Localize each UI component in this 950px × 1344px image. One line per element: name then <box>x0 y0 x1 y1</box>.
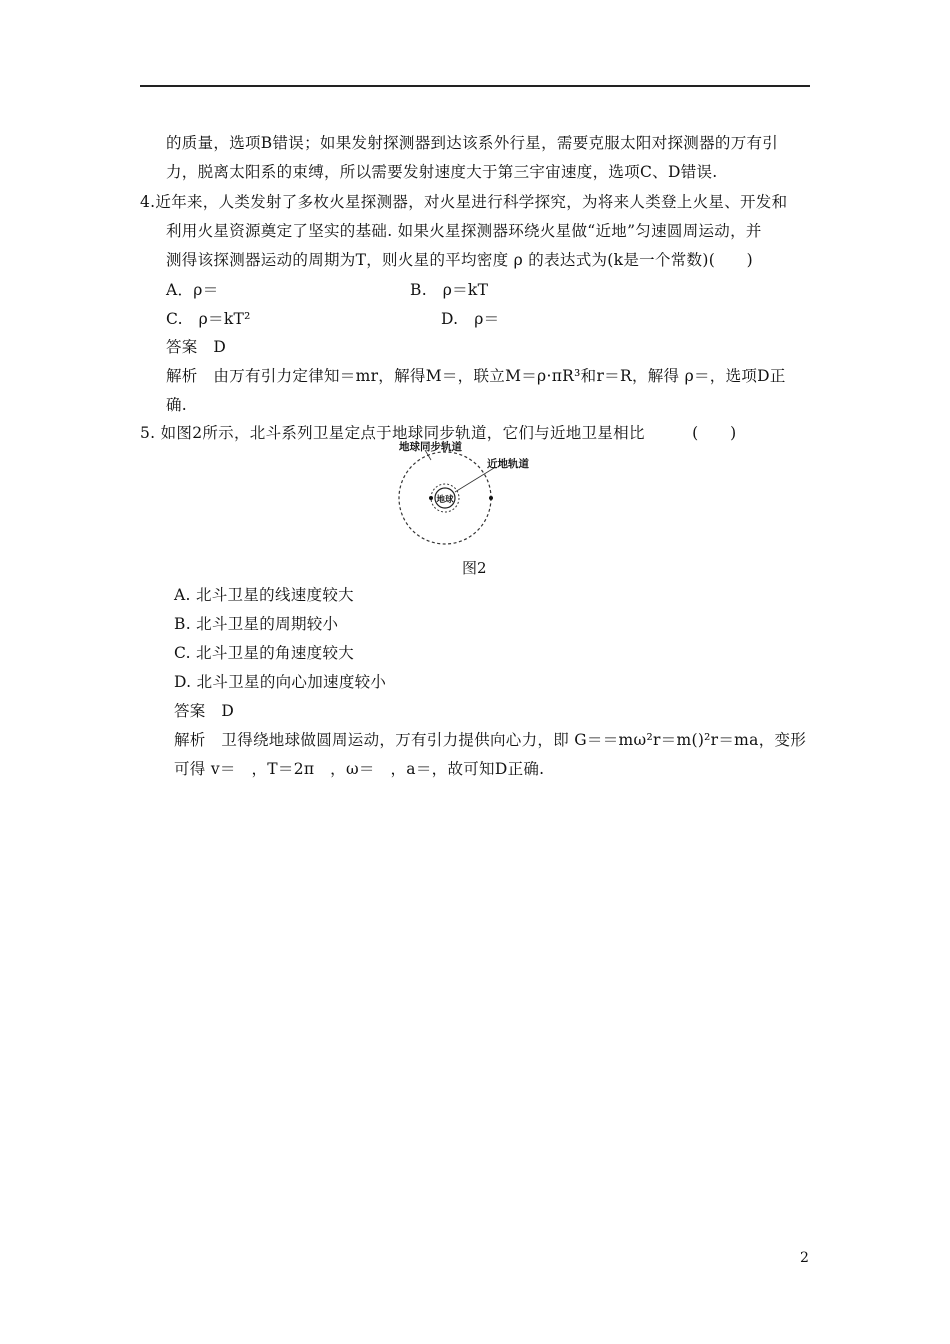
near-satellite-dot <box>429 496 433 500</box>
question-4-option-b: B. ρ＝kT <box>410 281 489 299</box>
question-4-explanation-2: 确. <box>166 396 188 414</box>
near-label-leader <box>455 468 494 492</box>
earth-label: 地球 <box>436 494 454 504</box>
question-5-stem: 5. 如图2所示，北斗系列卫星定点于地球同步轨道，它们与近地卫星相比 ( ) <box>140 424 737 442</box>
question-5-option-d: D. 北斗卫星的向心加速度较小 <box>174 673 387 691</box>
question-5-explanation-2: 可得 v＝ ，T＝2π ，ω＝ ，a＝，故可知D正确. <box>174 760 545 778</box>
header-rule <box>140 85 810 87</box>
page-number: 2 <box>800 1250 809 1266</box>
question-4-answer: 答案 D <box>166 338 227 356</box>
question-5-option-c: C. 北斗卫星的角速度较大 <box>174 644 355 662</box>
sync-satellite-dot <box>489 496 493 500</box>
text-line-2: 力，脱离太阳系的束缚，所以需要发射速度大于第三宇宙速度，选项C、D错误. <box>166 163 718 181</box>
question-5-option-a: A. 北斗卫星的线速度较大 <box>174 586 354 604</box>
question-4-option-c: C. ρ＝kT² <box>166 310 251 328</box>
near-orbit-label: 近地轨道 <box>487 458 529 470</box>
orbit-diagram <box>395 436 535 556</box>
text-line-1: 的质量，选项B错误；如果发射探测器到达该系外行星，需要克服太阳对探测器的万有引 <box>166 134 779 152</box>
question-4-stem-2: 利用火星资源奠定了坚实的基础. 如果火星探测器环绕火星做“近地”匀速圆周运动，并 <box>166 222 762 240</box>
sync-orbit-label: 地球同步轨道 <box>399 441 462 453</box>
question-5-explanation-1: 解析 卫得绕地球做圆周运动，万有引力提供向心力，即 G＝＝mω²r＝m()²r＝ma，变形 <box>174 731 807 749</box>
figure-caption: 图2 <box>462 559 487 577</box>
question-4-stem-1: 4.近年来，人类发射了多枚火星探测器，对火星进行科学探究，为将来人类登上火星、开发和 <box>140 193 788 211</box>
question-4-option-a: A．ρ＝ <box>166 281 219 299</box>
question-4-option-d: D. ρ＝ <box>441 310 500 328</box>
question-4-explanation-1: 解析 由万有引力定律知＝mr，解得M＝，联立M＝ρ·πR³和r＝R，解得 ρ＝，选项D正 <box>166 367 786 385</box>
question-4-stem-3: 测得该探测器运动的周期为T，则火星的平均密度 ρ 的表达式为(k是一个常数)( ) <box>166 251 753 269</box>
question-5-option-b: B. 北斗卫星的周期较小 <box>174 615 339 633</box>
question-5-answer: 答案 D <box>174 702 235 720</box>
